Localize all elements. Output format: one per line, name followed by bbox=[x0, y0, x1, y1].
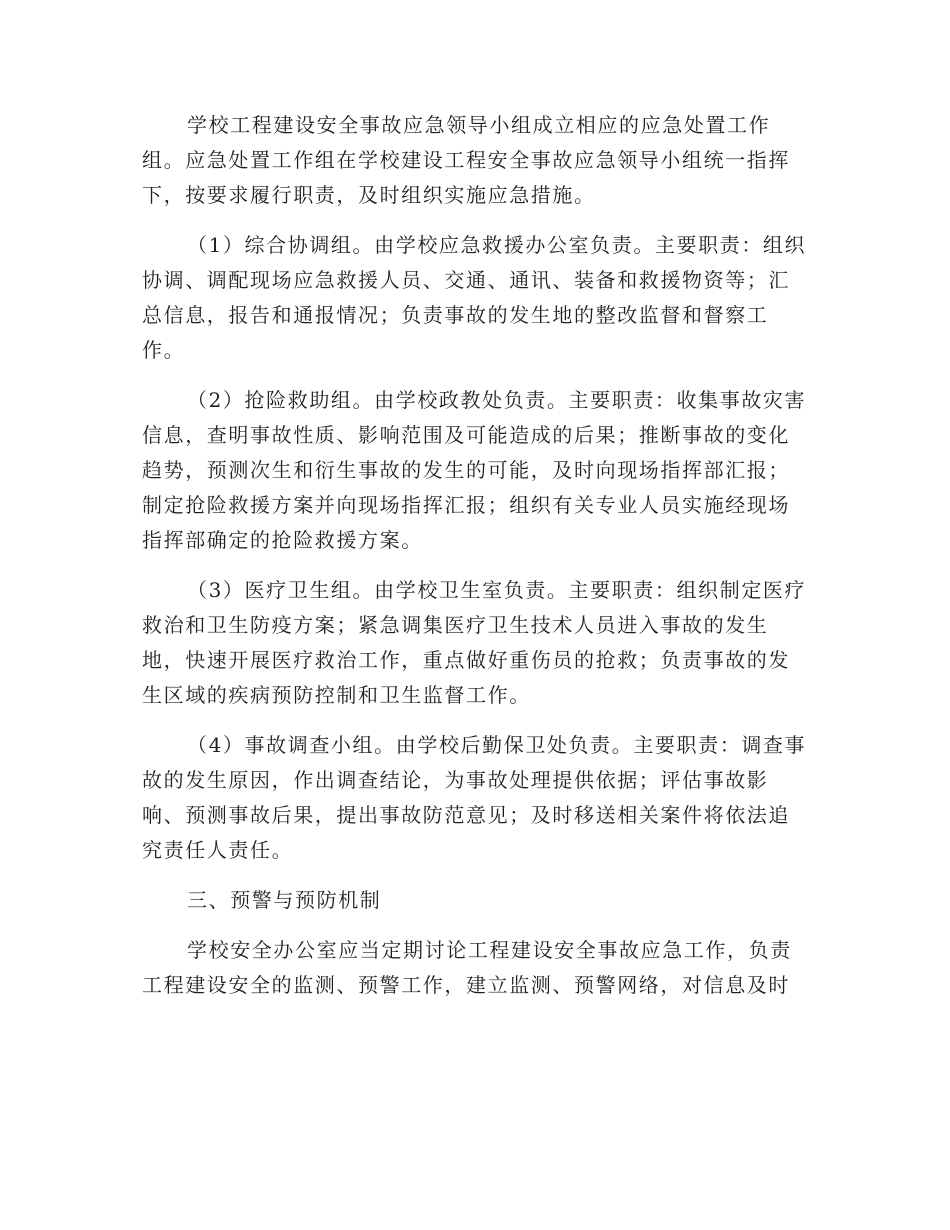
text-line: 信息，查明事故性质、影响范围及可能造成的后果；推断事故的变化 bbox=[142, 423, 790, 447]
text-line: 趋势，预测次生和衍生事故的发生的可能，及时向现场指挥部汇报； bbox=[142, 458, 790, 482]
paragraph-spacer bbox=[142, 368, 807, 383]
text-line: （2）抢险救助组。由学校政教处负责。主要职责：收集事故灾害 bbox=[187, 388, 807, 412]
text-line: 学校工程建设安全事故应急领导小组成立相应的应急处置工作 bbox=[187, 113, 771, 137]
text-line: 学校安全办公室应当定期讨论工程建设安全事故应急工作，负责 bbox=[187, 938, 792, 962]
document-body bbox=[142, 108, 807, 1003]
paragraph-spacer bbox=[142, 918, 807, 933]
text-line: 组。应急处置工作组在学校建设工程安全事故应急领导小组统一指挥 bbox=[142, 148, 790, 172]
paragraph-spacer bbox=[142, 213, 807, 228]
paragraph-rescue-group bbox=[142, 383, 807, 558]
text-line: 指挥部确定的抢险救援方案。 bbox=[142, 528, 423, 552]
text-line: 响、预测事故后果，提出事故防范意见；及时移送相关案件将依法追 bbox=[142, 803, 790, 827]
text-line: 下，按要求履行职责，及时组织实施应急措施。 bbox=[142, 183, 596, 207]
section-heading-text: 三、预警与预防机制 bbox=[187, 888, 382, 912]
paragraph-medical-group bbox=[142, 573, 807, 713]
text-line: 总信息，报告和通报情况；负责事故的发生地的整改监督和督察工 bbox=[142, 303, 769, 327]
text-line: 地，快速开展医疗救治工作，重点做好重伤员的抢救；负责事故的发 bbox=[142, 648, 790, 672]
paragraph-spacer bbox=[142, 713, 807, 728]
text-line: 救治和卫生防疫方案；紧急调集医疗卫生技术人员进入事故的发生 bbox=[142, 613, 769, 637]
text-line: （3）医疗卫生组。由学校卫生室负责。主要职责：组织制定医疗 bbox=[187, 578, 807, 602]
text-line: 制定抢险救援方案并向现场指挥汇报；组织有关专业人员实施经现场 bbox=[142, 493, 790, 517]
paragraph-coordination-group bbox=[142, 228, 807, 368]
section-heading bbox=[142, 883, 807, 918]
text-line: （1）综合协调组。由学校应急救援办公室负责。主要职责：组织 bbox=[187, 233, 807, 257]
paragraph-investigation-group bbox=[142, 728, 807, 868]
paragraph-spacer bbox=[142, 558, 807, 573]
text-line: 故的发生原因，作出调查结论，为事故处理提供依据；评估事故影 bbox=[142, 768, 769, 792]
text-line: 生区域的疾病预防控制和卫生监督工作。 bbox=[142, 683, 531, 707]
text-line: 究责任人责任。 bbox=[142, 838, 294, 862]
text-line: 作。 bbox=[142, 338, 186, 362]
paragraph-emergency-groups bbox=[142, 108, 807, 213]
text-line: 工程建设安全的监测、预警工作，建立监测、预警网络，对信息及时 bbox=[142, 973, 790, 997]
paragraph-spacer bbox=[142, 868, 807, 883]
text-line: 协调、调配现场应急救援人员、交通、通讯、装备和救援物资等；汇 bbox=[142, 268, 790, 292]
text-line: （4）事故调查小组。由学校后勤保卫处负责。主要职责：调查事 bbox=[187, 733, 807, 757]
paragraph-early-warning bbox=[142, 933, 807, 1003]
